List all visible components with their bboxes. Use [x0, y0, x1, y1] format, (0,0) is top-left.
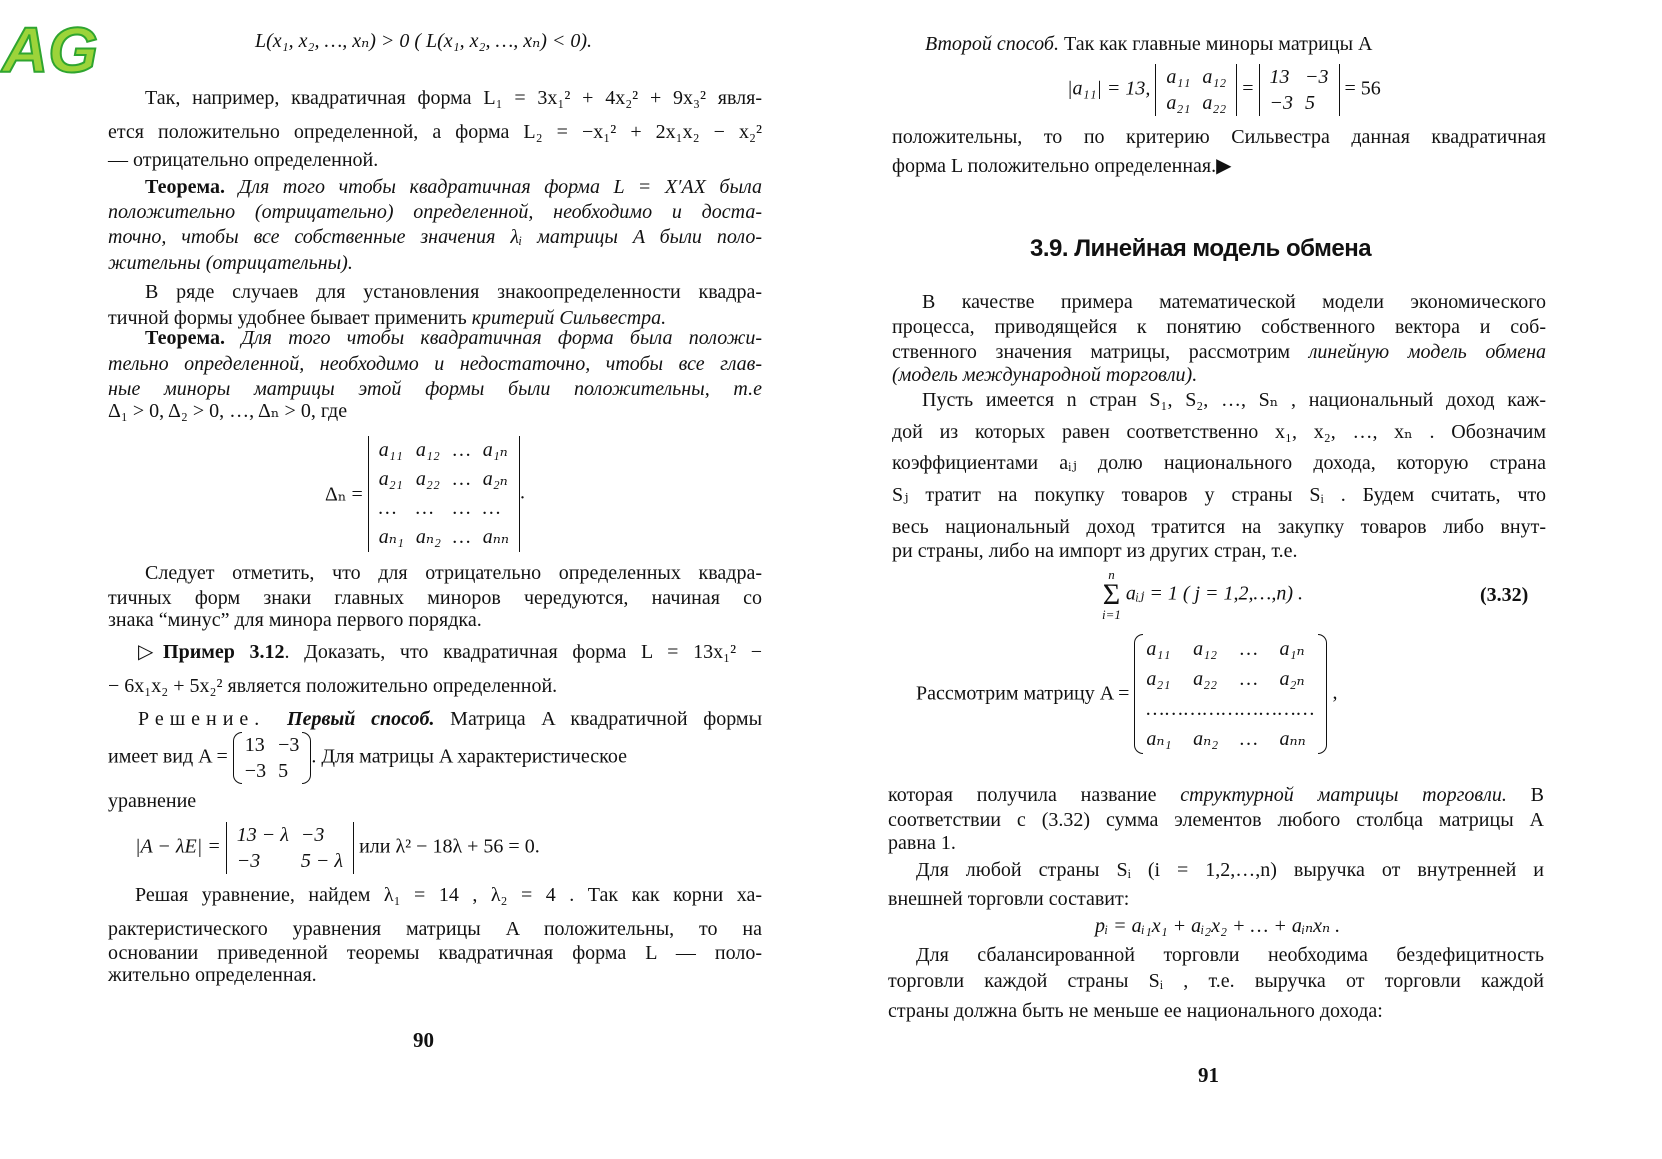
text: или λ² − 18λ + 56 = 0. — [354, 835, 540, 858]
matrix-cell: −3 — [278, 734, 300, 756]
text-segment: Δ₁ > 0, Δ₂ > 0, …, Δₙ > 0, где — [108, 400, 348, 422]
sum-lower: i=1 — [1102, 607, 1121, 622]
text-line — [925, 32, 1465, 56]
text-line — [888, 969, 1544, 993]
matrix-dots-row: ……………………… — [1146, 698, 1316, 720]
matrix-cell: aₙₙ — [1279, 728, 1306, 750]
text: = — [1242, 77, 1254, 100]
text-segment: — отрицательно определенной. — [108, 149, 379, 171]
matrix-cell: a₁₁ — [378, 439, 403, 461]
text-segment: В качестве примера математической модели экономического — [922, 291, 1546, 313]
sum-upper: n — [1108, 567, 1115, 582]
matrix-cell: 5 — [278, 760, 289, 782]
trade-matrix-equation — [916, 634, 1337, 754]
matrix-cell: aₙ₂ — [415, 526, 441, 548]
text-line — [108, 674, 708, 698]
text-line — [145, 326, 762, 350]
text-segment: жительно определенная. — [108, 964, 317, 986]
text-line — [145, 175, 762, 199]
text-line — [916, 858, 1544, 882]
text-segment: Для сбалансированной торговли необходима бездефицитность — [916, 944, 1544, 966]
matrix-a-line — [108, 732, 762, 784]
matrix-cell: a₁₂ — [1202, 66, 1227, 88]
text-line — [145, 561, 762, 585]
revenue-formula: pᵢ = aᵢ₁x₁ + aᵢ₂x₂ + … + aᵢₙxₙ . — [1095, 915, 1341, 937]
text-segment: тельно определенной, необходимо и недостаточно, чтобы все глав- — [108, 353, 762, 375]
sum-sign: Σ — [1102, 578, 1121, 611]
text-line — [888, 783, 1544, 807]
text-segment: линейную модель обмена — [1308, 341, 1546, 363]
text-line — [108, 586, 762, 610]
matrix-cell: −3 — [1269, 92, 1293, 114]
text-line — [145, 86, 762, 110]
text-segment: весь национальный доход тратится на закупку товаров либо внут- — [892, 516, 1546, 538]
text-line — [892, 515, 1546, 539]
text-segment: равна 1. — [888, 832, 956, 854]
matrix-cell: … — [415, 497, 434, 519]
text-segment: форма L положительно определенная.▶ — [892, 155, 1232, 177]
text-line — [108, 120, 762, 144]
text: Рассмотрим матрицу A = — [916, 682, 1130, 705]
matrix-cell: a₂₂ — [1202, 92, 1227, 114]
matrix-cell: 13 − λ — [236, 824, 289, 846]
matrix-cell: … — [452, 526, 471, 548]
matrix-cell: 5 — [1305, 92, 1315, 114]
text-segment: тичных форм знаки главных миноров чередуются, начиная со — [108, 587, 762, 609]
matrix-cell: a₁ₙ — [1279, 638, 1305, 660]
text-segment: Первый способ. — [287, 708, 451, 730]
text-line — [888, 887, 1288, 911]
matrix-cell: 13 — [244, 734, 265, 756]
text-segment: страны должна быть не меньше ее национального дохода: — [888, 1000, 1383, 1022]
matrix-cell: … — [378, 497, 397, 519]
text: = 56 — [1344, 77, 1381, 100]
matrix-cell: a₂ₙ — [482, 468, 508, 490]
text-line — [108, 148, 508, 172]
text-segment: ственного значения матрицы, рассмотрим — [892, 341, 1309, 363]
text-line — [108, 352, 762, 376]
matrix-cell: −3 — [1305, 66, 1329, 88]
text-line — [916, 943, 1544, 967]
matrix-cell: … — [1239, 668, 1258, 690]
minor-numeric — [1259, 64, 1340, 116]
text-segment: ется положительно определенной, а форма L₂ = −x₁² + 2x₁x₂ − x₂² — [108, 121, 762, 143]
text-line — [892, 539, 1392, 563]
text-segment: рактеристического уравнения матрицы A положительны, то на — [108, 918, 762, 940]
text-segment: соответствии с (3.32) сумма элементов любого столбца матрицы A — [888, 809, 1544, 831]
text-segment: основании приведенной теоремы квадратичная форма L — поло- — [108, 942, 762, 964]
matrix-cell: … — [1239, 728, 1258, 750]
text-segment: Для того чтобы квадратичная форма была положи- — [241, 327, 762, 349]
matrix-cell: a₁₁ — [1166, 66, 1191, 88]
matrix-cell: aₙ₂ — [1193, 728, 1219, 750]
text-segment: ▷Пример 3.12 — [138, 641, 285, 663]
text-segment: Решая уравнение, найдем λ₁ = 14 , λ₂ = 4 . Так как корни ха- — [135, 884, 762, 906]
matrix-cell: a₂₁ — [1166, 92, 1191, 114]
matrix-cell: a₂ₙ — [1279, 668, 1305, 690]
matrix-cell: −3 — [300, 824, 325, 846]
text-line — [888, 808, 1544, 832]
text: |a₁₁| = 13, — [1067, 77, 1151, 100]
text-line — [108, 399, 508, 423]
text-segment: критерий Сильвестра. — [471, 307, 667, 329]
text-segment: Матрица A квадратичной формы — [450, 708, 763, 730]
column-sum-equation — [1102, 568, 1303, 622]
matrix-cell: 13 — [1269, 66, 1290, 88]
text-line — [108, 377, 762, 401]
text-segment: Второй способ. — [925, 33, 1064, 55]
text-segment: Sⱼ тратит на покупку товаров у страны Sᵢ . Будем считать, что — [892, 484, 1546, 506]
page-90 — [0, 0, 830, 1159]
characteristic-determinant — [226, 822, 354, 874]
text-line — [892, 451, 1546, 475]
matrix-a — [233, 732, 312, 784]
text-segment: структурной матрицы торговли. — [1180, 784, 1507, 806]
text-line — [922, 290, 1546, 314]
text-segment: Пусть имеется n стран S₁, S₂, …, Sₙ , национальный доход каж- — [922, 389, 1546, 411]
text-segment: уравнение — [108, 790, 197, 812]
text-line — [892, 125, 1546, 149]
text-segment: внешней торговли составит: — [888, 888, 1130, 910]
matrix-cell: a₁₂ — [415, 439, 440, 461]
page-number: 91 — [1198, 1063, 1219, 1087]
matrix-cell: … — [452, 468, 471, 490]
text-segment: Для любой страны Sᵢ (i = 1,2,…,n) выручка от внутренней и — [916, 859, 1544, 881]
text-segment: точно, чтобы все собственные значения λᵢ матрицы A были поло- — [108, 226, 762, 248]
matrix-cell: a₁₂ — [1193, 638, 1218, 660]
text-line — [108, 608, 708, 632]
text-segment: положительны, то по критерию Сильвестра данная квадратичная — [892, 126, 1546, 148]
text-line — [108, 225, 762, 249]
text-segment: В ряде случаев для установления знакоопределенности квадра- — [145, 281, 762, 303]
text-segment: знака “минус” для минора первого порядка. — [108, 609, 482, 631]
page-number: 90 — [413, 1028, 434, 1052]
text-line — [892, 420, 1546, 444]
period: . — [519, 481, 525, 504]
matrix-cell: aₙₙ — [482, 526, 509, 548]
text-line — [108, 917, 762, 941]
text-line — [138, 707, 762, 731]
matrix-cell: −3 — [236, 850, 261, 872]
section-heading: 3.9. Линейная модель обмена — [1030, 235, 1372, 262]
text-segment: коэффициентами aᵢⱼ долю национального дохода, которую страна — [892, 452, 1546, 474]
matrix-cell: … — [482, 497, 501, 519]
matrix-cell: aₙ₁ — [378, 526, 404, 548]
text-segment: торговли каждой страны Sᵢ , т.е. выручка от торговли каждой — [888, 970, 1544, 992]
page-91 — [830, 0, 1662, 1159]
text-line — [108, 941, 762, 965]
positivity-condition-formula: L(x₁, x₂, …, xₙ) > 0 ( L(x₁, x₂, …, xₙ) < 0). — [255, 30, 593, 52]
matrix-cell: a₁₁ — [1146, 638, 1171, 660]
delta-n-label: Δₙ = — [325, 483, 363, 506]
characteristic-equation — [135, 822, 540, 874]
matrix-cell: aₙ₁ — [1146, 728, 1172, 750]
text: |A − λE| = — [135, 835, 221, 858]
principal-minors-formula — [1067, 64, 1381, 116]
text-segment: − 6x₁x₂ + 5x₂² является положительно определенной. — [108, 675, 558, 697]
text-segment: Так как главные миноры матрицы A — [1063, 33, 1373, 55]
minor-symbolic — [1155, 64, 1237, 116]
matrix-cell: a₂₂ — [1193, 668, 1218, 690]
text-segment: жительны (отрицательны). — [108, 252, 353, 274]
delta-n-determinant — [368, 436, 520, 552]
matrix-cell: a₂₁ — [1146, 668, 1171, 690]
text-segment: которая получила название — [888, 784, 1181, 806]
text-line — [108, 963, 508, 987]
text-segment: . Доказать, что квадратичная форма L = 13x₁² − — [284, 641, 763, 663]
text-line — [145, 280, 762, 304]
text-segment: процесса, приводящейся к понятию собственного вектора и соб- — [892, 316, 1546, 338]
matrix-cell: a₁ₙ — [482, 439, 508, 461]
matrix-cell: … — [452, 497, 471, 519]
text-segment: Теорема. — [145, 327, 242, 349]
text: , — [1332, 681, 1338, 704]
text-segment: (модель международной торговли). — [892, 364, 1198, 386]
text-line — [135, 883, 762, 907]
text-segment: Следует отметить, что для отрицательно определенных квадра- — [145, 562, 762, 584]
text: имеет вид A = — [108, 745, 228, 768]
text-segment: Для того чтобы квадратичная форма L = X′AX была — [238, 176, 762, 198]
text-line — [138, 640, 762, 664]
text-line — [892, 483, 1546, 507]
text-line — [892, 315, 1546, 339]
text-line — [892, 154, 1392, 178]
text-segment: В — [1506, 784, 1544, 806]
text-line — [108, 200, 762, 224]
matrix-cell: −3 — [244, 760, 267, 782]
text-segment: Решение. — [138, 708, 288, 730]
text-line — [108, 789, 308, 813]
text-line — [108, 251, 508, 275]
matrix-cell: … — [452, 439, 471, 461]
text-segment: Теорема. — [145, 176, 239, 198]
text-segment: ри страны, либо на импорт из других стран, т.е. — [892, 540, 1298, 562]
equation-label: (3.32) — [1480, 584, 1529, 606]
text-line — [888, 999, 1488, 1023]
text-line — [922, 388, 1546, 412]
text-segment: тичной формы удобнее бывает применить — [108, 307, 472, 329]
trade-matrix — [1134, 634, 1327, 754]
delta-n-formula — [325, 436, 525, 552]
matrix-cell: 5 − λ — [300, 850, 344, 872]
text: . Для матрицы A характеристическое — [311, 745, 627, 768]
text-segment: дой из которых равен соответственно x₁, x₂, …, xₙ . Обозначим — [892, 421, 1546, 443]
text-segment: ные миноры матрицы этой формы были положительны, т.е — [108, 378, 762, 400]
text: aᵢⱼ = 1 ( j = 1,2,…,n) . — [1125, 582, 1303, 605]
text-line — [892, 363, 1392, 387]
text-segment: положительно (отрицательно) определенной, необходимо и доста- — [108, 201, 762, 223]
matrix-cell: … — [1239, 638, 1258, 660]
matrix-cell: a₂₁ — [378, 468, 403, 490]
svg-text:AG: AG — [2, 14, 98, 86]
text-line — [892, 340, 1546, 364]
matrix-cell: a₂₂ — [415, 468, 440, 490]
text-line — [888, 831, 1088, 855]
text-segment: Так, например, квадратичная форма L₁ = 3x₁² + 4x₂² + 9x₃² явля- — [145, 87, 762, 109]
